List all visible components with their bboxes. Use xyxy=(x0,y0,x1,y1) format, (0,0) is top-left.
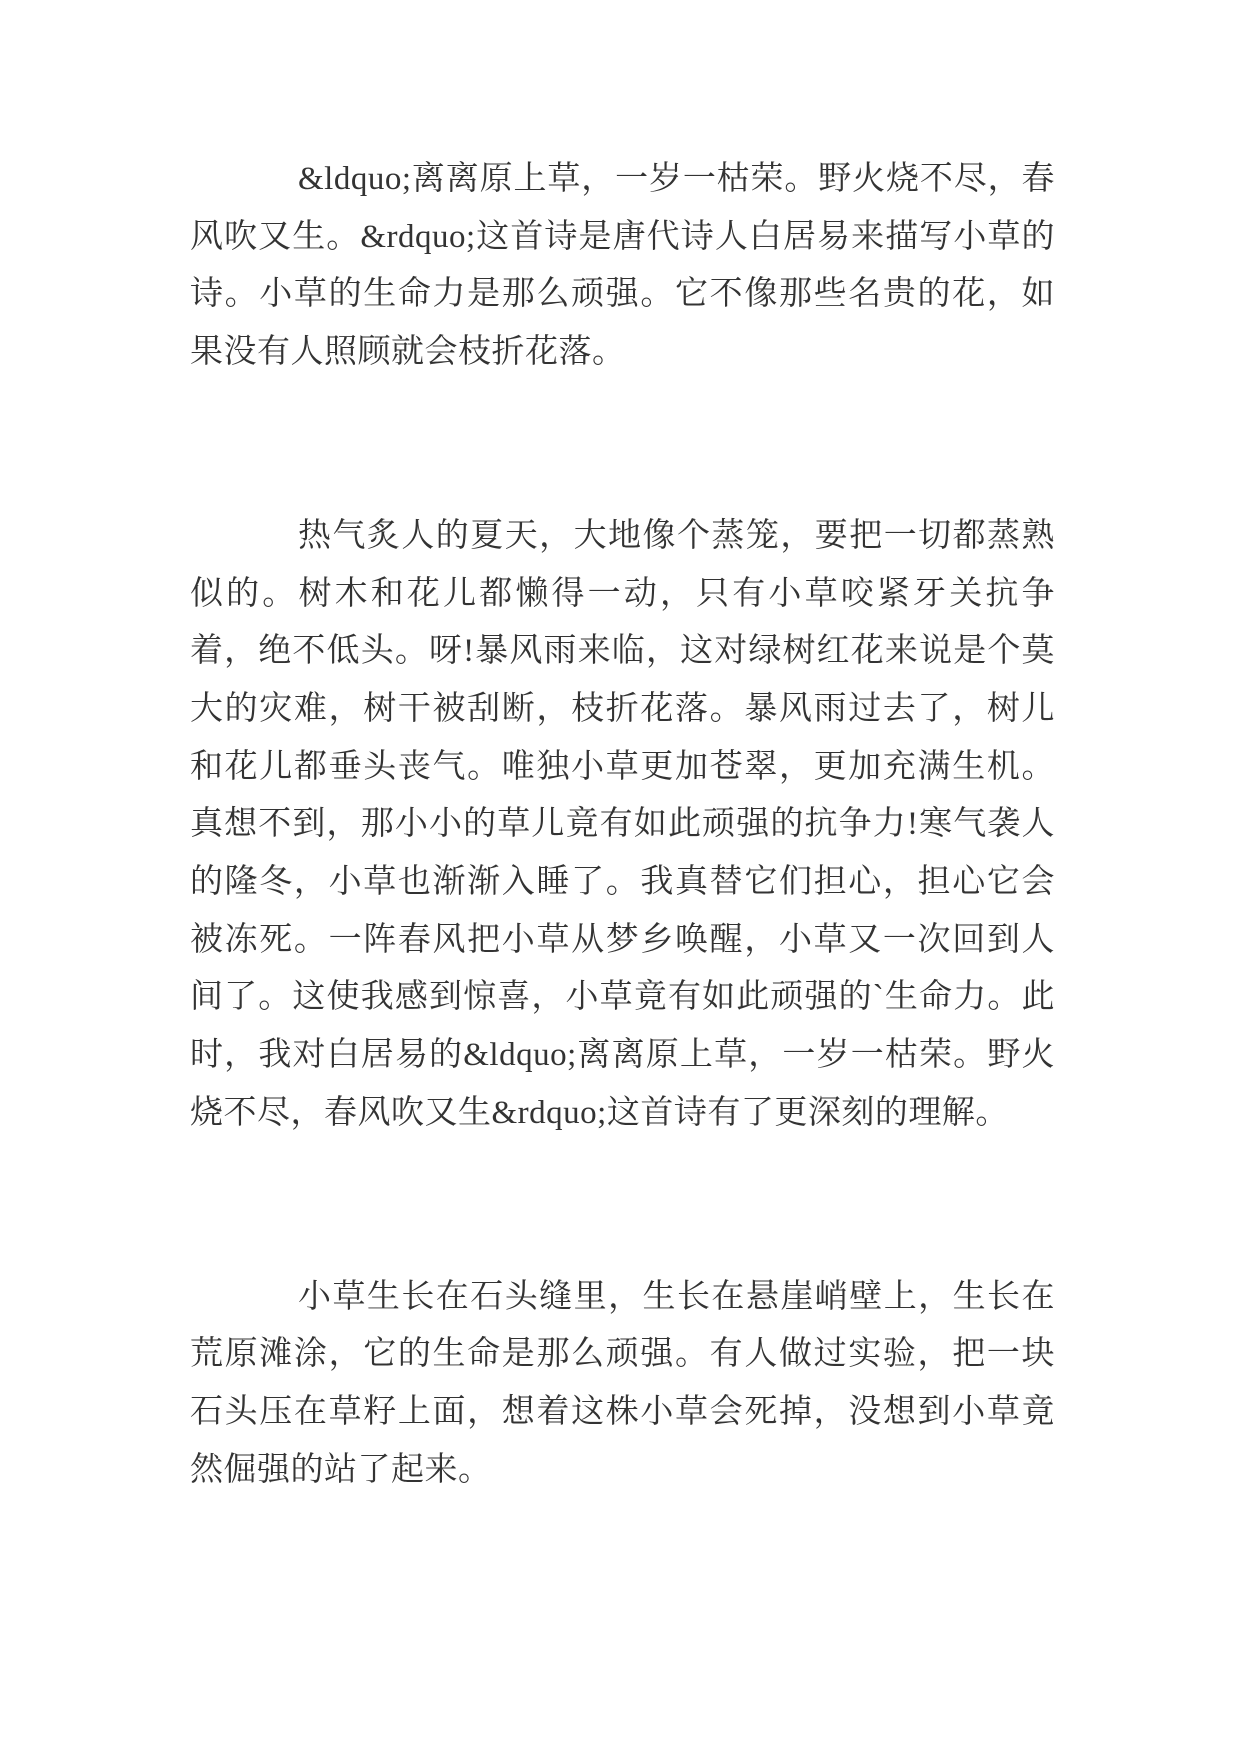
essay-paragraph-experiment: 小草生长在石头缝里，生长在悬崖峭壁上，生长在荒原滩涂，它的生命是那么顽强。有人做过实验，把一块石头压在草籽上面，想着这株小草会死掉，没想到小草竟然倔强的站了起来。 xyxy=(190,1278,1055,1488)
essay-paragraph-seasons: 热气炙人的夏天，大地像个蒸笼，要把一切都蒸熟似的。树木和花儿都懒得一动，只有小草咬紧牙关抗争着，绝不低头。呀!暴风雨来临，这对绿树红花来说是个莫大的灾难，树干被刮断，枝折花落。暴风雨过去了，树儿和花儿都垂头丧气。唯独小草更加苍翠，更加充满生机。真想不到，那小小的草儿竟有如此顽强的抗争力!寒气袭人的隆冬，小草也渐渐入睡了。我真替它们担心，担心它会被冻死。一阵春风把小草从梦乡唤醒，小草又一次回到人间了。这使我感到惊喜，小草竟有如此顽强的`生命力。此时，我对白居易的&ldquo;离离原上草，一岁一枯荣。野火烧不尽，春风吹又生&rdquo;这首诗有了更深刻的理解。 xyxy=(190,517,1055,1131)
essay-paragraph-opening-poem: &ldquo;离离原上草，一岁一枯荣。野火烧不尽，春风吹又生。&rdquo;这首诗是唐代诗人白居易来描写小草的诗。小草的生命力是那么顽强。它不像那些名贵的花，如果没有人照顾就会枝折花落。 xyxy=(190,161,1055,371)
